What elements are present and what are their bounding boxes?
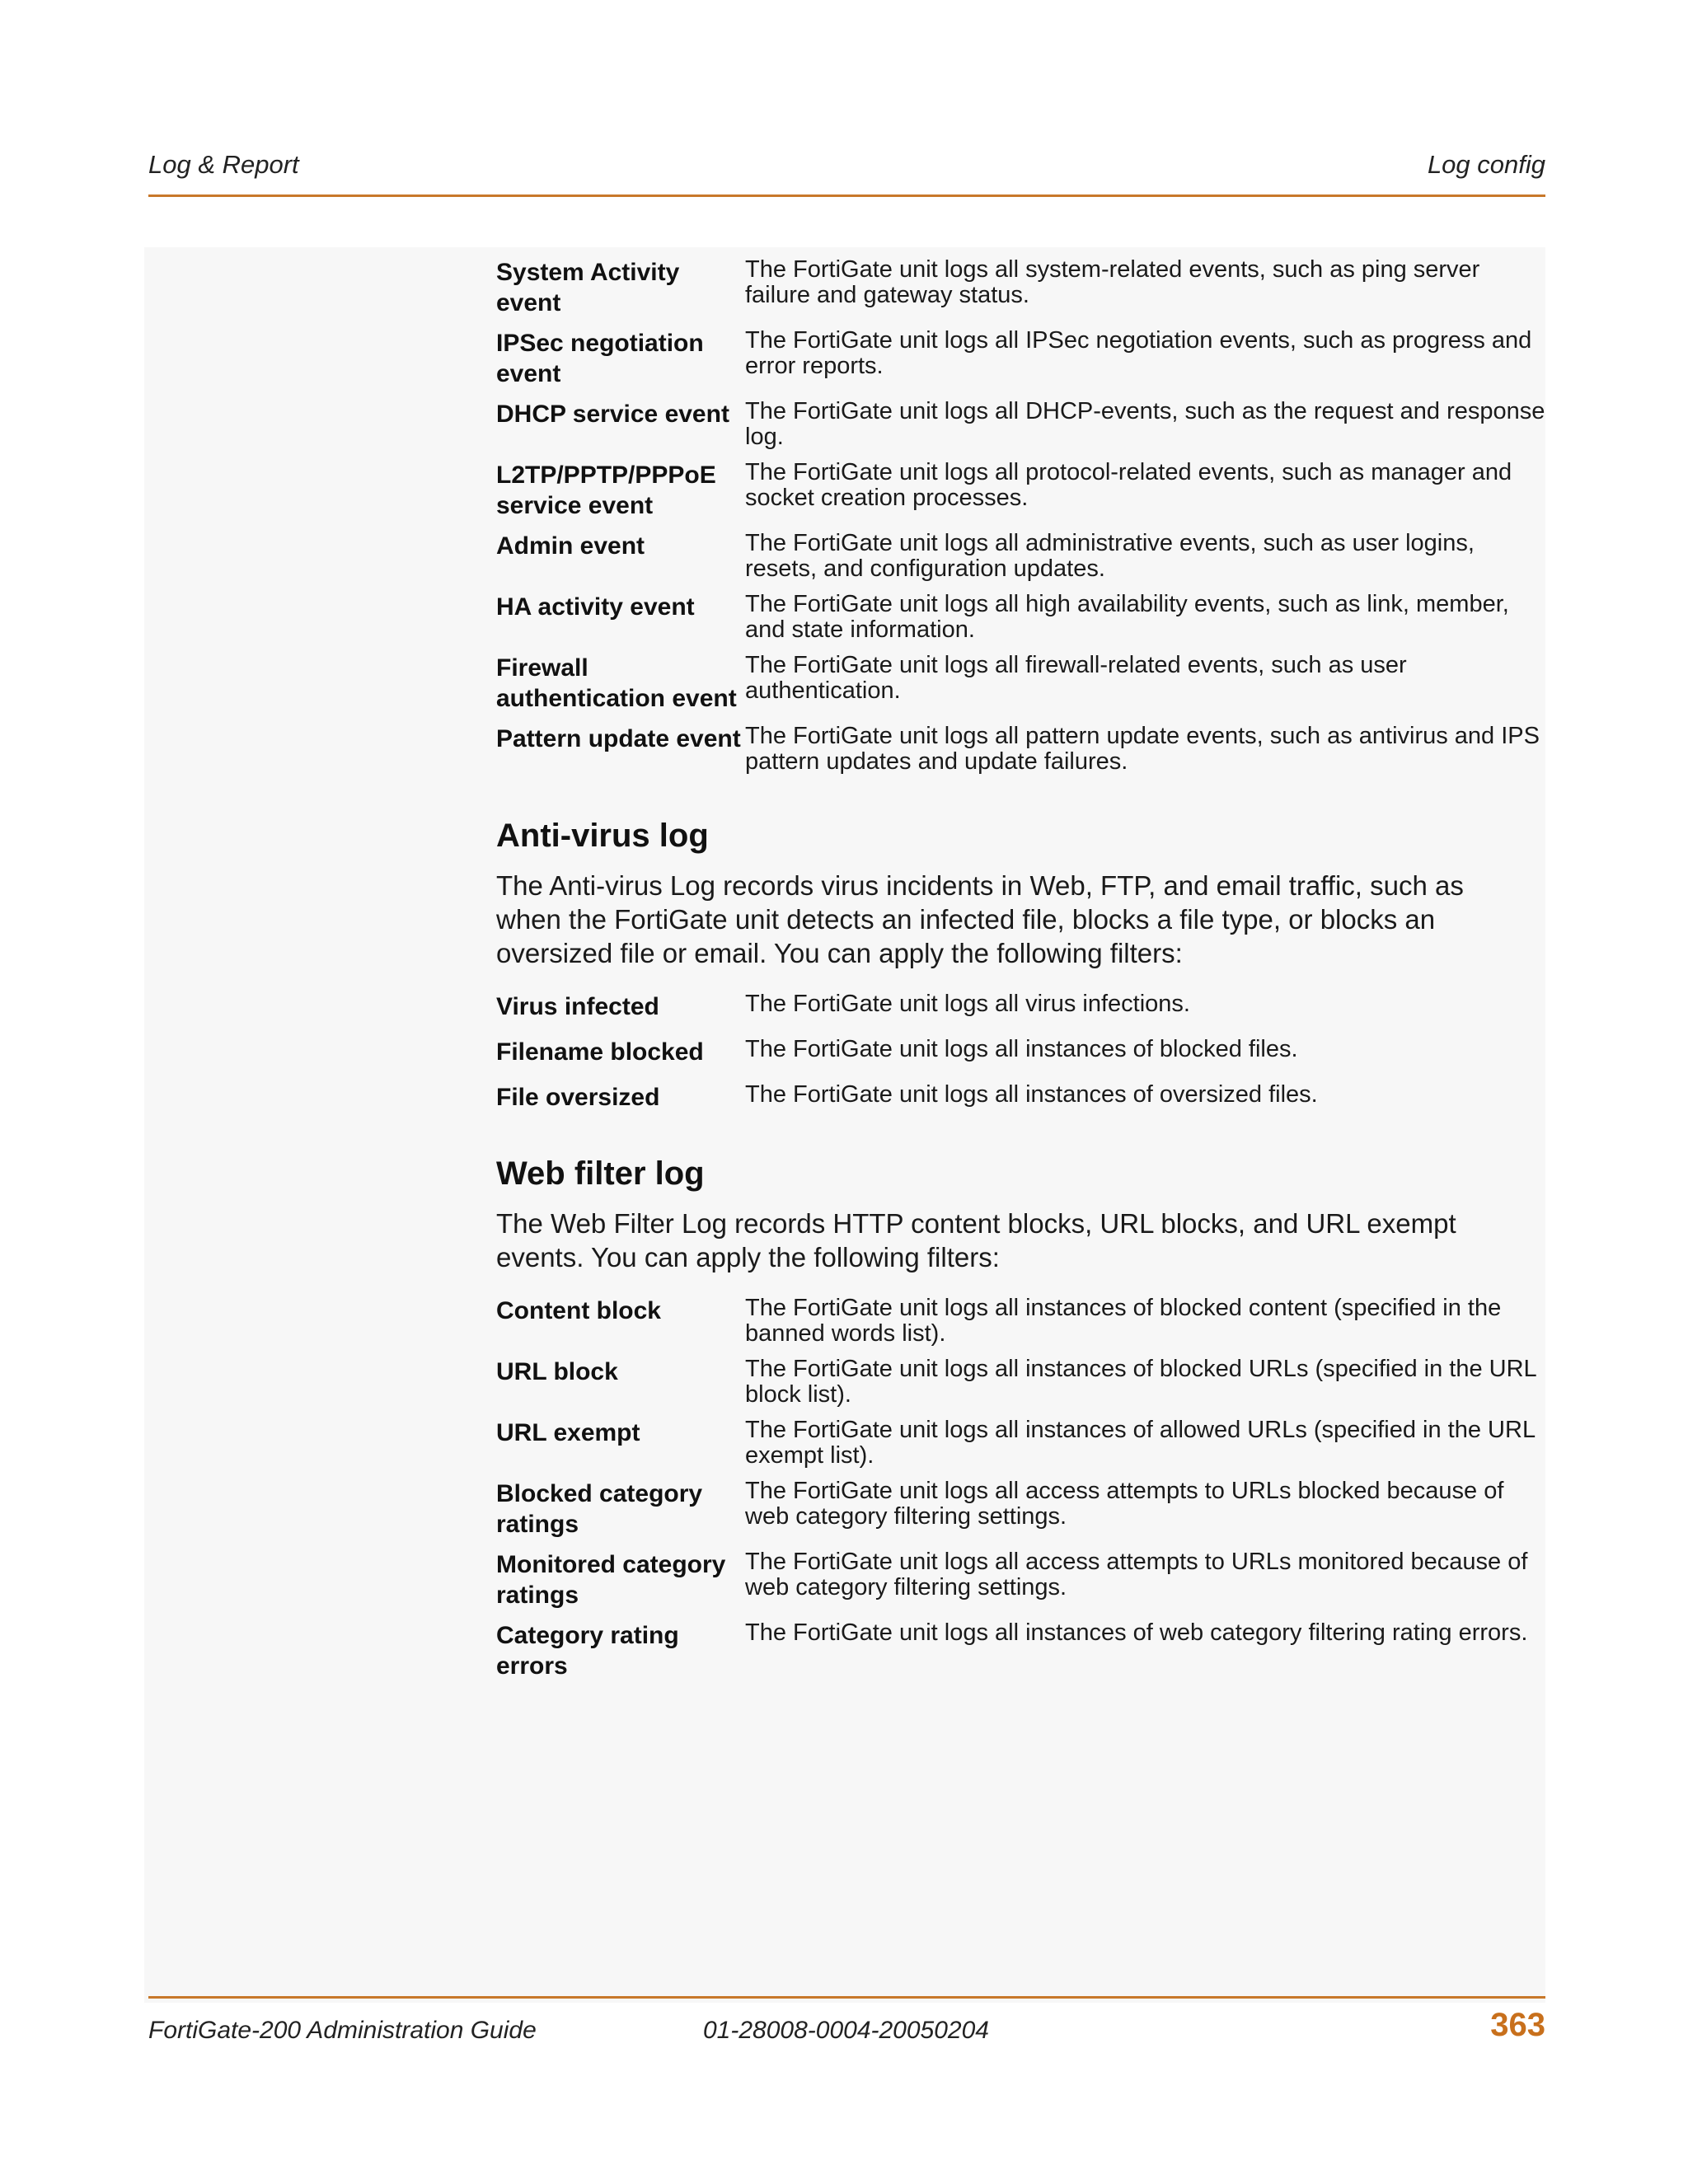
header-section-title: Log & Report [148, 150, 299, 179]
section-intro: The Anti-virus Log records virus incidents in Web, FTP, and email traffic, such as when the FortiGate unit detects an infected file, blocks a file type, or blocks an oversized file or email. You can apply the following filters: [496, 870, 1464, 968]
footer-document-number: 01-28008-0004-20050204 [703, 2017, 989, 2044]
page-header [148, 148, 1545, 197]
definition-row [496, 1549, 1551, 1610]
filter-description: The FortiGate unit logs all instances of web category filtering rating errors. [745, 1619, 1528, 1646]
filter-term: Virus infected [496, 993, 659, 1020]
filter-term: Monitored category ratings [496, 1551, 726, 1609]
event-filter-list [496, 257, 1551, 775]
filter-term: Filename blocked [496, 1038, 704, 1066]
definition-row [496, 460, 1551, 521]
section-intro: The Web Filter Log records HTTP content blocks, URL blocks, and URL exempt events. You can apply the following filters: [496, 1208, 1456, 1272]
filter-term: DHCP service event [496, 401, 729, 428]
filter-description: The FortiGate unit logs all pattern update events, such as antivirus and IPS pattern updates and update failures. [745, 723, 1540, 775]
filter-description: The FortiGate unit logs all access attempts to URLs blocked because of web category filtering settings. [745, 1478, 1504, 1530]
section-heading: Web filter log [496, 1155, 705, 1192]
filter-term: Category rating errors [496, 1622, 679, 1680]
definition-row [496, 1357, 1551, 1408]
filter-description: The FortiGate unit logs all protocol-related events, such as manager and socket creation processes. [745, 459, 1512, 511]
main-content [496, 257, 1551, 1691]
definition-row [496, 991, 1551, 1022]
filter-description: The FortiGate unit logs all high availability events, such as link, member, and state information. [745, 591, 1509, 643]
page-number: 363 [1490, 2007, 1545, 2043]
definition-row [496, 1296, 1551, 1347]
filter-term: System Activity event [496, 259, 680, 316]
header-subsection-title: Log config [1427, 150, 1545, 179]
filter-description: The FortiGate unit logs all access attempts to URLs monitored because of web category filtering settings. [745, 1549, 1528, 1601]
filter-description: The FortiGate unit logs all instances of blocked content (specified in the banned words list). [745, 1295, 1502, 1347]
definition-row [496, 399, 1551, 450]
filter-term: File oversized [496, 1084, 660, 1111]
webfilter-filter-list [496, 1296, 1551, 1681]
filter-description: The FortiGate unit logs all instances of blocked files. [745, 1036, 1298, 1062]
definition-row [496, 1620, 1551, 1681]
filter-term: HA activity event [496, 593, 695, 621]
filter-term: Pattern update event [496, 725, 741, 752]
filter-description: The FortiGate unit logs all IPSec negotiation events, such as progress and error reports. [745, 327, 1532, 379]
definition-row [496, 724, 1551, 775]
definition-row [496, 257, 1551, 318]
antivirus-filter-list [496, 991, 1551, 1113]
filter-description: The FortiGate unit logs all firewall-related events, such as user authentication. [745, 652, 1407, 704]
filter-description: The FortiGate unit logs all administrative events, such as user logins, resets, and configuration updates. [745, 530, 1475, 582]
definition-row [496, 1418, 1551, 1469]
filter-description: The FortiGate unit logs all instances of allowed URLs (specified in the URL exempt list). [745, 1417, 1535, 1469]
filter-term: URL block [496, 1358, 618, 1385]
filter-description: The FortiGate unit logs all DHCP-events, such as the request and response log. [745, 398, 1545, 450]
section-heading: Anti-virus log [496, 818, 709, 854]
filter-description: The FortiGate unit logs all system-related events, such as ping server failure and gateway status. [745, 256, 1480, 308]
filter-description: The FortiGate unit logs all instances of blocked URLs (specified in the URL block list). [745, 1356, 1536, 1408]
filter-term: Content block [496, 1297, 661, 1324]
filter-term: Admin event [496, 532, 645, 560]
definition-row [496, 1082, 1551, 1113]
page-footer [148, 1996, 1545, 2044]
webfilter-log-section [496, 1152, 1551, 1681]
filter-term: L2TP/PPTP/PPPoE service event [496, 462, 716, 519]
filter-description: The FortiGate unit logs all instances of oversized files. [745, 1081, 1318, 1108]
antivirus-log-section [496, 814, 1551, 1113]
footer-guide-title: FortiGate-200 Administration Guide [148, 2017, 537, 2044]
definition-row [496, 328, 1551, 389]
definition-row [496, 1037, 1551, 1067]
filter-term: IPSec negotiation event [496, 330, 704, 387]
definition-row [496, 1479, 1551, 1540]
definition-row [496, 531, 1551, 582]
filter-term: Firewall authentication event [496, 654, 737, 712]
filter-term: Blocked category ratings [496, 1480, 703, 1538]
definition-row [496, 653, 1551, 714]
definition-row [496, 592, 1551, 643]
filter-term: URL exempt [496, 1419, 640, 1446]
filter-description: The FortiGate unit logs all virus infections. [745, 991, 1190, 1017]
